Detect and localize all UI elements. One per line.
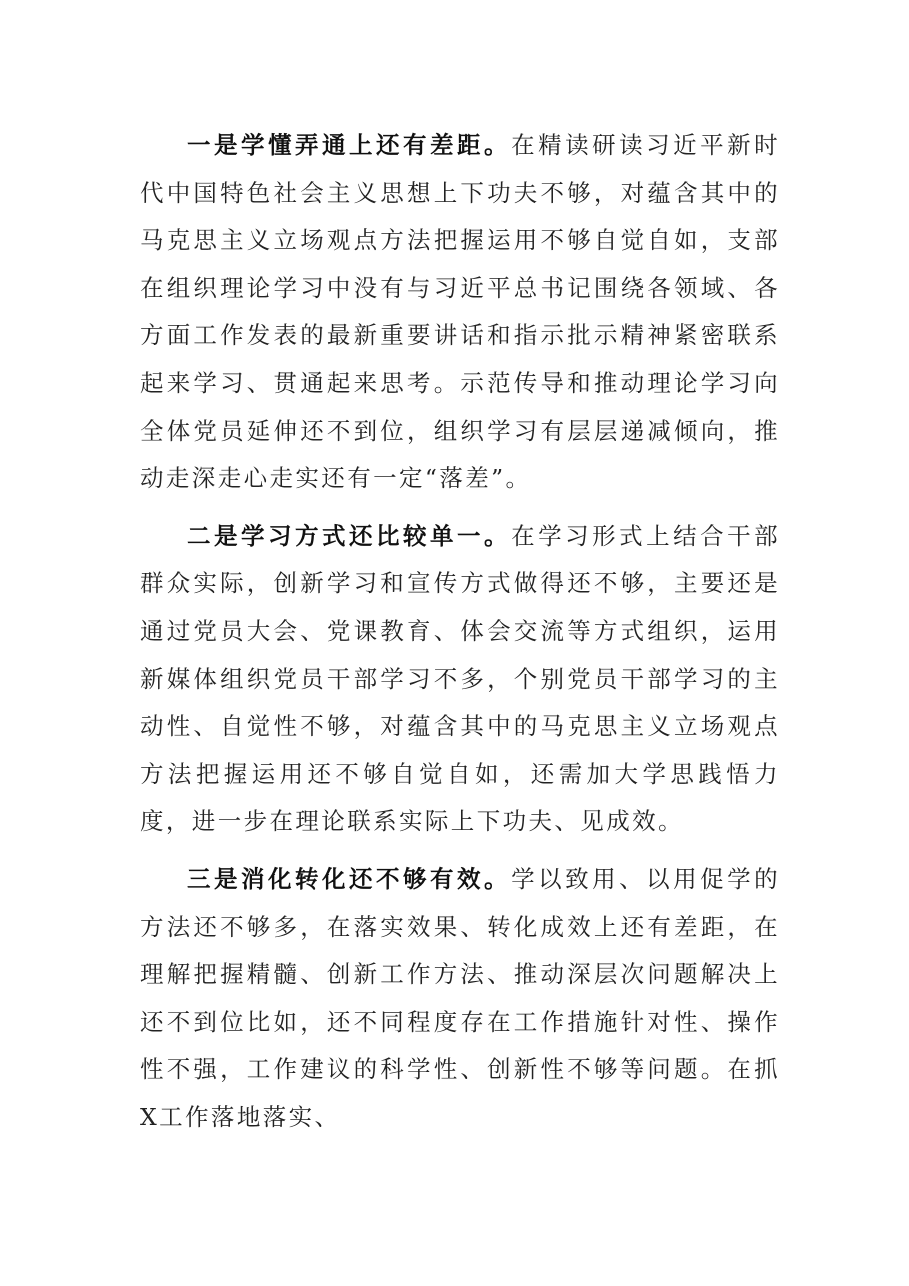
paragraph-1 <box>140 122 780 503</box>
paragraph-1-text: 在精读研读习近平新时代中国特色社会主义思想上下功夫不够，对蕴含其中的马克思主义立场观点方法把握运用不够自觉自如，支部在组织理论学习中没有与习近平总书记围绕各领域、各方面工作发表的最新重要讲话和指示批示精神紧密联系起来学习、贯通起来思考。示范传导和推动理论学习向全体党员延伸还不到位，组织学习有层层递减倾向，推动走深走心走实还有一定“落差”。 <box>140 131 780 493</box>
paragraph-2-heading: 二是学习方式还比较单一。 <box>187 521 512 550</box>
paragraph-2-text: 在学习形式上结合干部群众实际，创新学习和宣传方式做得还不够，主要还是通过党员大会、党课教育、体会交流等方式组织，运用新媒体组织党员干部学习不多，个别党员干部学习的主动性、自觉性不够，对蕴含其中的马克思主义立场观点方法把握运用还不够自觉自如，还需加大学思践悟力度，进一步在理论联系实际上下功夫、见成效。 <box>140 521 780 836</box>
paragraph-3-heading: 三是消化转化还不够有效。 <box>187 864 512 893</box>
paragraph-3 <box>140 856 780 1142</box>
paragraph-1-heading: 一是学懂弄通上还有差距。 <box>187 131 512 159</box>
paragraph-2 <box>140 513 780 846</box>
document-body <box>140 122 780 1141</box>
paragraph-3-text: 学以致用、以用促学的方法还不够多，在落实效果、转化成效上还有差距，在理解把握精髓、创新工作方法、推动深层次问题解决上还不到位比如，还不同程度存在工作措施针对性、操作性不强，工作建议的科学性、创新性不够等问题。在抓X工作落地落实、 <box>140 864 780 1131</box>
